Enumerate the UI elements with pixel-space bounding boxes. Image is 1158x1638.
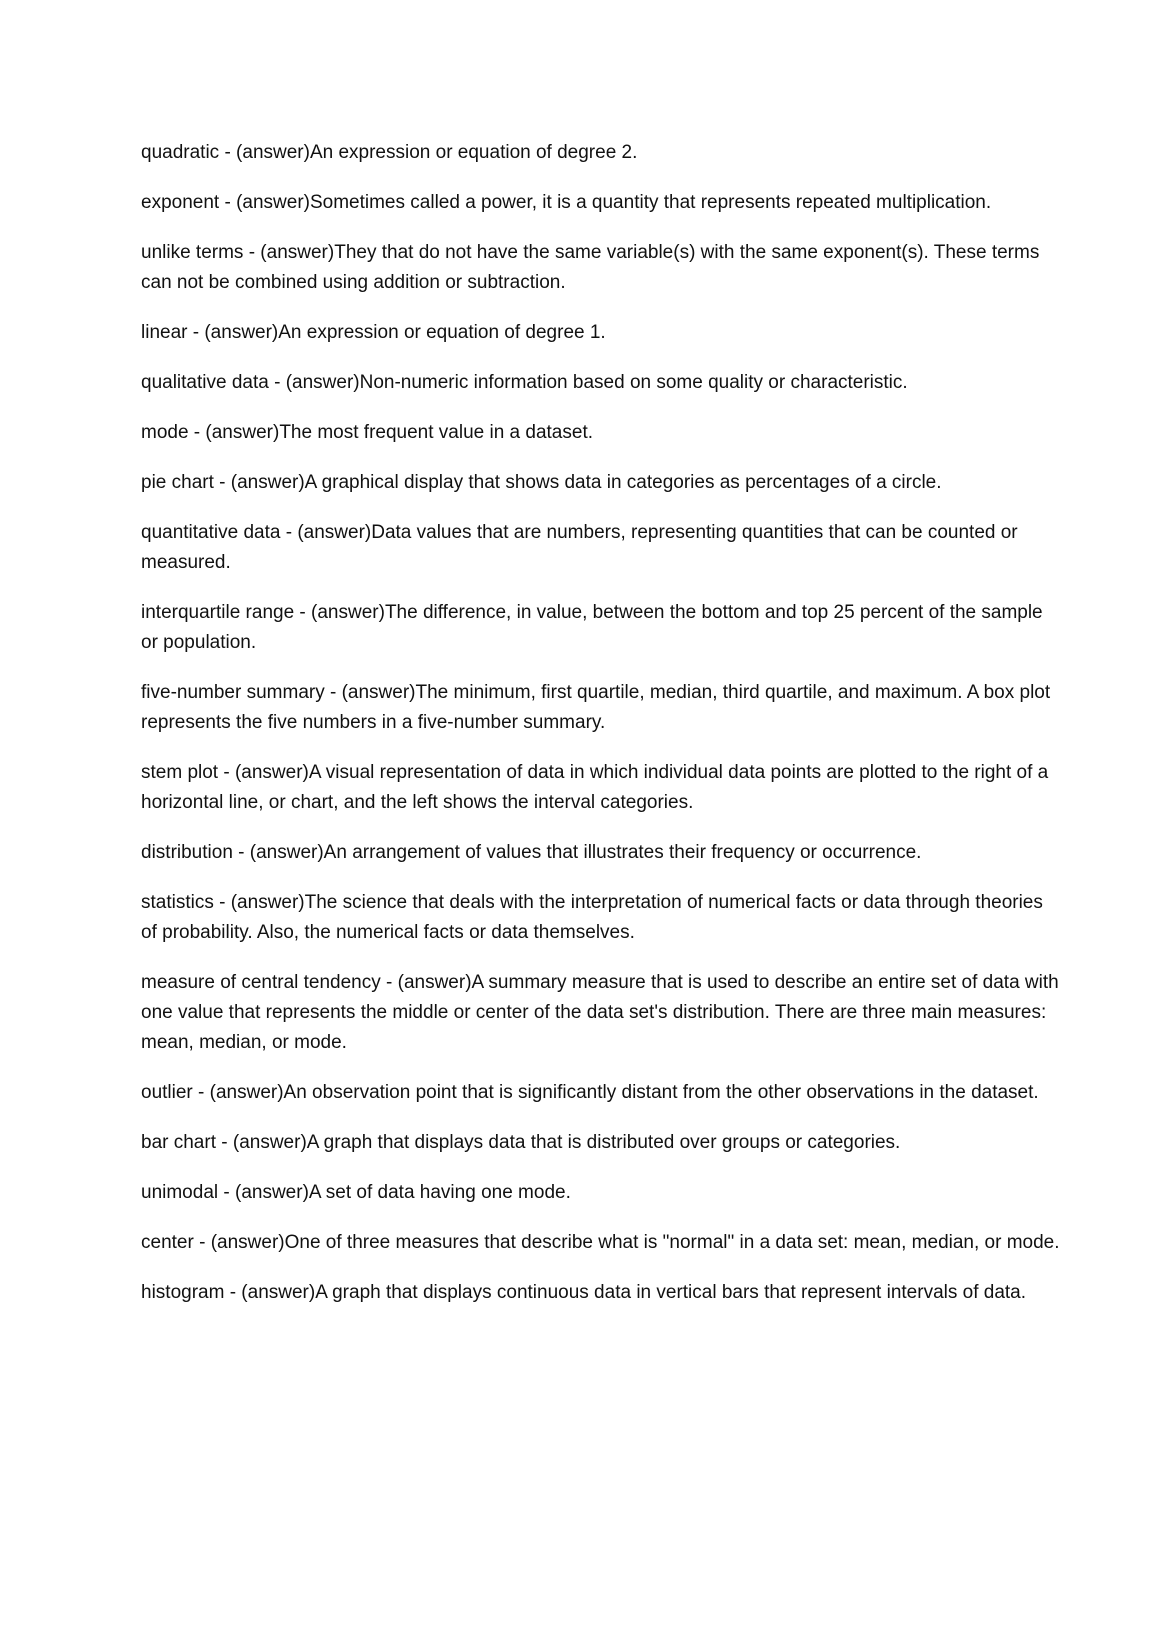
glossary-entry-mode: mode - (answer)The most frequent value in a dataset. bbox=[141, 422, 594, 443]
glossary-entry-qualitative-data: qualitative data - (answer)Non-numeric information based on some quality or characteristic. bbox=[141, 372, 908, 393]
glossary-entry-quantitative-data: quantitative data - (answer)Data values that are numbers, representing quantities that can be counted or measured. bbox=[141, 522, 1018, 573]
glossary-entry-linear: linear - (answer)An expression or equation of degree 1. bbox=[141, 322, 606, 343]
glossary-entry-quadratic: quadratic - (answer)An expression or equation of degree 2. bbox=[141, 142, 638, 163]
document-body bbox=[141, 138, 1061, 1328]
glossary-entry-interquartile-range: interquartile range - (answer)The difference, in value, between the bottom and top 25 percent of the sample or population. bbox=[141, 602, 1043, 653]
glossary-entry-exponent: exponent - (answer)Sometimes called a power, it is a quantity that represents repeated multiplication. bbox=[141, 192, 992, 213]
glossary-entry-center: center - (answer)One of three measures that describe what is "normal" in a data set: mean, median, or mode. bbox=[141, 1232, 1060, 1253]
glossary-entry-unimodal: unimodal - (answer)A set of data having one mode. bbox=[141, 1182, 571, 1203]
glossary-entry-unlike-terms: unlike terms - (answer)They that do not have the same variable(s) with the same exponent(s). These terms can not be combined using addition or subtraction. bbox=[141, 242, 1040, 293]
glossary-entry-distribution: distribution - (answer)An arrangement of values that illustrates their frequency or occurrence. bbox=[141, 842, 922, 863]
glossary-entry-outlier: outlier - (answer)An observation point that is significantly distant from the other observations in the dataset. bbox=[141, 1082, 1039, 1103]
glossary-entry-histogram: histogram - (answer)A graph that displays continuous data in vertical bars that represent intervals of data. bbox=[141, 1282, 1027, 1303]
glossary-entry-measure-of-central-tendency: measure of central tendency - (answer)A summary measure that is used to describe an entire set of data with one value that represents the middle or center of the data set's distribution. There are three main measures: mean, median, or mode. bbox=[141, 972, 1059, 1053]
glossary-entry-five-number-summary: five-number summary - (answer)The minimum, first quartile, median, third quartile, and maximum. A box plot represents the five numbers in a five-number summary. bbox=[141, 682, 1051, 733]
glossary-entry-bar-chart: bar chart - (answer)A graph that displays data that is distributed over groups or categories. bbox=[141, 1132, 901, 1153]
glossary-entry-pie-chart: pie chart - (answer)A graphical display that shows data in categories as percentages of a circle. bbox=[141, 472, 942, 493]
glossary-entry-stem-plot: stem plot - (answer)A visual representation of data in which individual data points are plotted to the right of a horizontal line, or chart, and the left shows the interval categories. bbox=[141, 762, 1049, 813]
glossary-entry-statistics: statistics - (answer)The science that deals with the interpretation of numerical facts or data through theories of probability. Also, the numerical facts or data themselves. bbox=[141, 892, 1043, 943]
